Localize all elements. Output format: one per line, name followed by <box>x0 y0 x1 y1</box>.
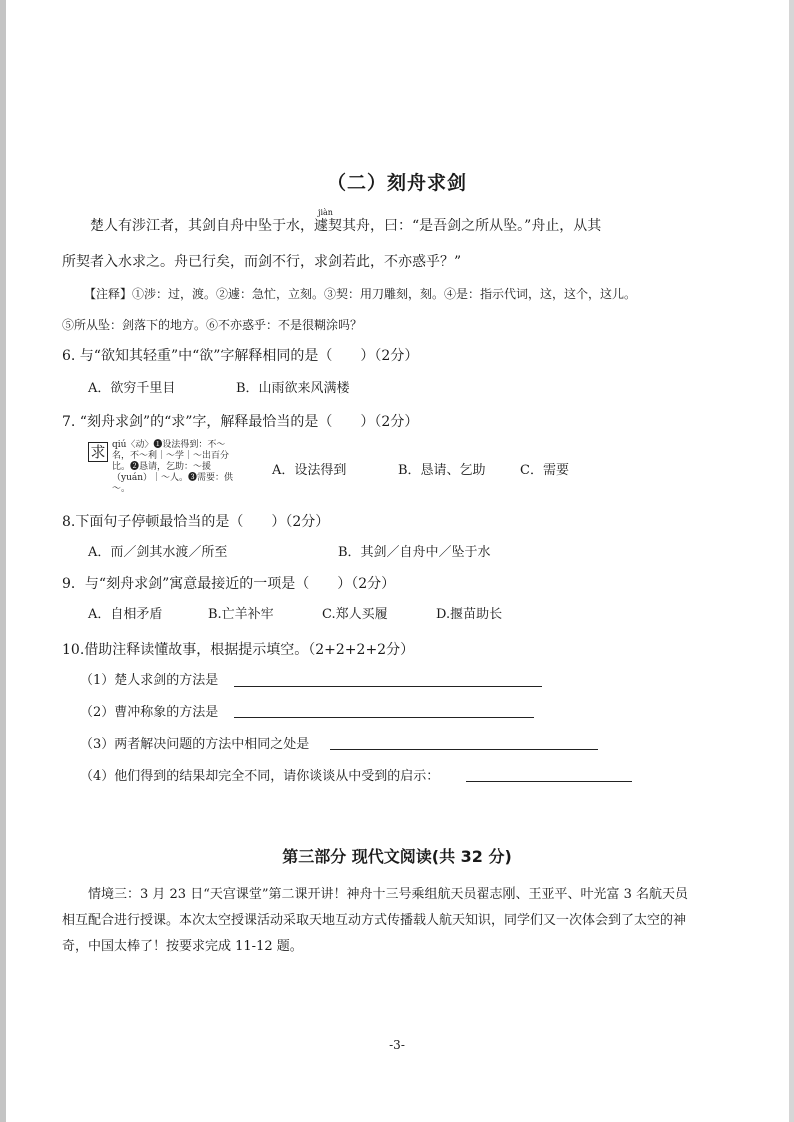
pinyin-annotation: jiàn <box>318 208 333 217</box>
q7-option-b: B．恳请、乞助 <box>398 463 486 478</box>
dictionary-definition: qiú〈动〉❶设法得到：不～名，不～利｜～学｜～出百分比。❷恳请，乞助：～援（yuán）｜～人。❸需要：供～。 <box>112 440 234 494</box>
situation-three-paragraph: 情境三：3 月 23 日“天宫课堂”第二课开讲！神舟十三号乘组航天员翟志刚、王亚平、叶光富 3 名航天员相互配合进行授课。本次太空授课活动采取天地互动方式传播载人航天知识，同学们又一次体会到了太空的神奇，中国太棒了！按要求完成 11-12 题。 <box>62 887 689 954</box>
q9-option-d: D.揠苗助长 <box>436 607 503 622</box>
q7-option-a: A．设法得到 <box>272 463 347 478</box>
question-9: 9．与“刻舟求剑”寓意最接近的一项是（ ）（2分） <box>62 576 396 592</box>
q8-option-a: A．而／剑其水渡／所至 <box>88 545 228 560</box>
q10-sub-1: （1）楚人求剑的方法是 <box>80 673 219 688</box>
question-7: 7. “刻舟求剑”的“求”字，解释最恰当的是（ ）（2分） <box>62 414 419 430</box>
part-three-heading: 第三部分 现代文阅读(共 32 分) <box>282 847 512 866</box>
q10-answer-line-1[interactable] <box>234 686 542 687</box>
q8-option-b: B．其剑／自舟中／坠于水 <box>338 545 491 560</box>
question-8: 8.下面句子停顿最恰当的是（ ）（2分） <box>62 514 330 530</box>
passage-line-1: 楚人有涉江者，其剑自舟中坠于水，遽契其舟，曰：“是吾剑之所从坠。”舟止，从其 <box>90 218 602 234</box>
q10-sub-3: （3）两者解决问题的方法中相同之处是 <box>80 737 310 752</box>
q10-sub-4: （4）他们得到的结果却完全不同，请你谈谈从中受到的启示： <box>80 769 440 784</box>
dictionary-entry <box>88 440 238 500</box>
q10-sub-2: （2）曹冲称象的方法是 <box>80 705 219 720</box>
section-title-kezhouqiujian: （二）刻舟求剑 <box>326 172 467 194</box>
q9-option-c: C.郑人买履 <box>322 607 388 622</box>
q10-answer-line-4[interactable] <box>466 781 632 782</box>
question-10: 10.借助注释读懂故事，根据提示填空。（2+2+2+2分） <box>62 642 415 658</box>
passage-line-2: 所契者入水求之。舟已行矣，而剑不行，求剑若此，不亦惑乎？” <box>62 254 462 270</box>
question-6: 6. 与“欲知其轻重”中“欲”字解释相同的是（ ）（2分） <box>62 348 419 364</box>
q10-answer-line-2[interactable] <box>234 717 534 718</box>
dictionary-headword: 求 <box>88 442 108 462</box>
q9-option-a: A．自相矛盾 <box>88 607 163 622</box>
q6-option-a: A．欲穷千里目 <box>88 381 176 396</box>
q9-option-b: B.亡羊补牢 <box>208 607 274 622</box>
q10-answer-line-3[interactable] <box>330 749 598 750</box>
page-number: -3- <box>389 1038 405 1052</box>
notes-line-1: 【注释】①涉：过，渡。②遽：急忙，立刻。③契：用刀雕刻，刻。④是：指示代词，这，这个，这儿。 <box>84 287 637 301</box>
q6-option-b: B．山雨欲来风满楼 <box>236 381 350 396</box>
q7-option-c: C．需要 <box>520 463 569 478</box>
notes-line-2: ⑤所从坠：剑落下的地方。⑥不亦惑乎：不是很糊涂吗？ <box>62 318 363 332</box>
